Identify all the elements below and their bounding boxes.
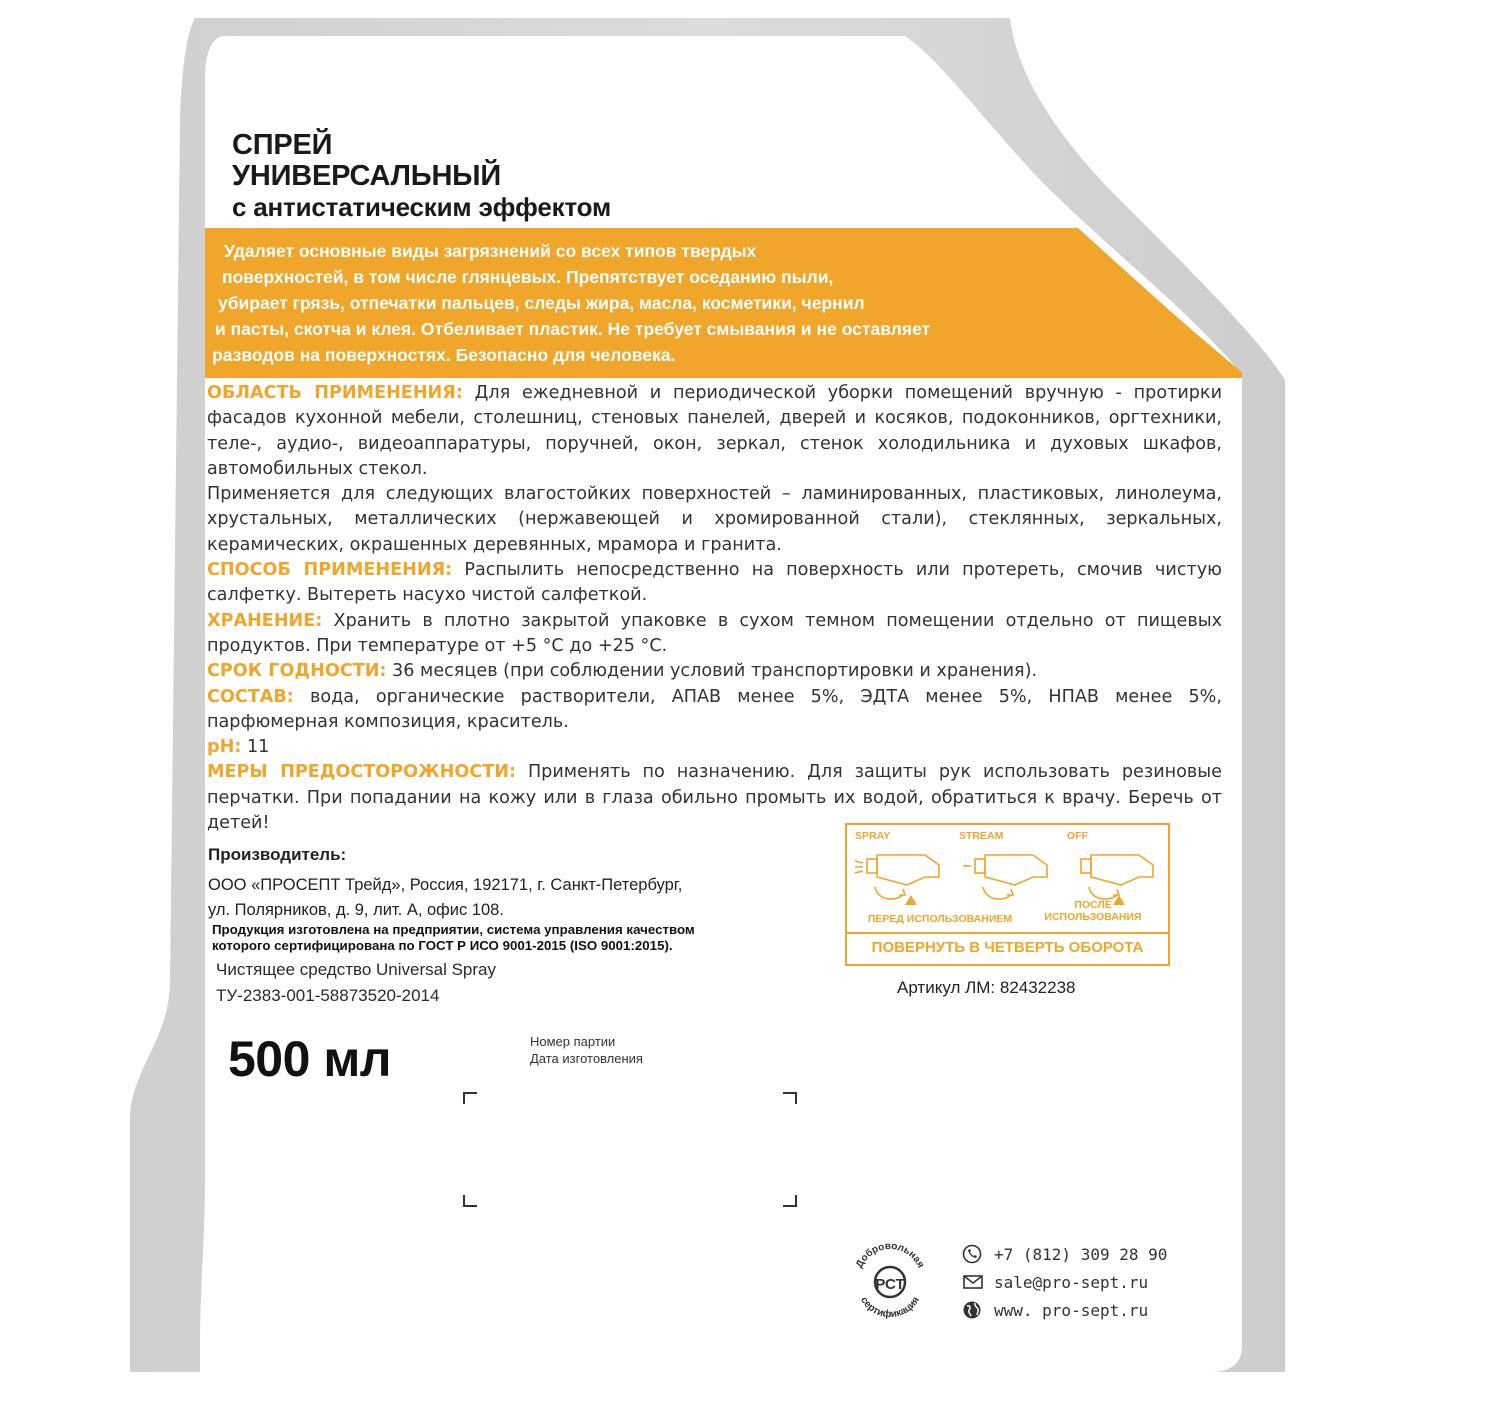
product-title: [232, 130, 611, 222]
rst-top-text: Добровольная: [854, 1240, 927, 1270]
composition-heading: СОСТАВ:: [207, 686, 294, 707]
globe-icon: [962, 1300, 986, 1320]
after-use-line-1: ПОСЛЕ: [1074, 899, 1112, 911]
mode-spray-label: SPRAY: [855, 830, 891, 842]
intro-line: убирает грязь, отпечатки пальцев, следы жира, масла, косметики, чернил: [218, 293, 865, 313]
quality-certification: [212, 922, 695, 954]
manufacturer-block: [208, 845, 682, 923]
shelf-life-text: 36 месяцев (при соблюдении условий транспортировки и хранения).: [386, 661, 1038, 682]
volume: 500 мл: [228, 1031, 392, 1087]
method-heading: СПОСОБ ПРИМЕНЕНИЯ:: [207, 560, 453, 581]
intro-line: Удаляет основные виды загрязнений со всех типов твердых: [224, 241, 757, 261]
email-address[interactable]: sale@pro-sept.ru: [994, 1272, 1149, 1292]
product-name: Чистящее средство Universal Spray: [216, 960, 496, 979]
after-use-caption: [1043, 899, 1143, 923]
title-line-1: СПРЕЙ: [232, 129, 333, 161]
intro-line: разводов на поверхностях. Безопасно для человека.: [212, 345, 676, 365]
manufacture-date-label: Дата изготовления: [530, 1051, 643, 1066]
safety-text: Применять по назначению. Для защиты рук использовать резиновые перчатки. При попадании на кожу или в глаза обильно промыть их водой, обратиться к врачу. Беречь от детей!: [207, 762, 1222, 834]
title-line-2: УНИВЕРСАЛЬНЫЙ: [232, 160, 502, 192]
area-heading: ОБЛАСТЬ ПРИМЕНЕНИЯ:: [207, 383, 463, 403]
contact-phone: [962, 1240, 1167, 1268]
nozzle-instructions: [845, 823, 1170, 966]
rst-mark: РСТ: [875, 1276, 905, 1293]
website[interactable]: www. pro-sept.ru: [994, 1300, 1149, 1320]
after-use-line-2: ИСПОЛЬЗОВАНИЯ: [1044, 911, 1142, 923]
ph-heading: pH:: [207, 737, 242, 758]
manufacturer-heading: Производитель:: [208, 845, 347, 864]
ph-paragraph: [207, 735, 1222, 760]
batch-number-label: Номер партии: [530, 1034, 616, 1049]
cert-line-2: которого сертифицирована по ГОСТ Р ИСО 9001-2015 (ISO 9001:2015).: [212, 938, 673, 953]
composition-text: вода, органические растворители, АПАВ менее 5%, ЭДТА менее 5%, НПАВ менее 5%, парфюмерная композиция, краситель.: [207, 686, 1222, 732]
usage-instructions: [207, 381, 1222, 836]
manufacturer-address-2: ул. Полярников, д. 9, лит. А, офис 108.: [208, 901, 504, 919]
method-paragraph: [207, 558, 1222, 609]
mode-off-label: OFF: [1067, 830, 1088, 842]
composition-paragraph: [207, 685, 1222, 736]
contact-email: [962, 1268, 1167, 1296]
svg-text:сертификация: [858, 1295, 922, 1320]
area-paragraph: [207, 381, 1222, 482]
ph-value: 11: [241, 737, 270, 758]
cert-line-1: Продукция изготовлена на предприятии, система управления качеством: [212, 922, 695, 937]
before-use-caption: ПЕРЕД ИСПОЛЬЗОВАНИЕМ: [867, 913, 1013, 925]
storage-paragraph: [207, 609, 1222, 660]
quarter-turn-instruction: ПОВЕРНУТЬ В ЧЕТВЕРТЬ ОБОРОТА: [847, 932, 1168, 964]
product-identification: [216, 957, 496, 1009]
article-number: Артикул ЛМ: 82432238: [897, 978, 1076, 997]
batch-labels: [530, 1033, 643, 1067]
title-subtitle: с антистатическим эффектом: [232, 192, 612, 222]
storage-text: Хранить в плотно закрытой упаковке в сухом темном помещении отдельно от пищевых продуктов. При температуре от +5 °С до +25 °С.: [207, 610, 1222, 656]
safety-heading: МЕРЫ ПРЕДОСТОРОЖНОСТИ:: [207, 762, 516, 783]
rst-bottom-text: сертификация: [858, 1295, 922, 1321]
product-spec: ТУ-2383-001-58873520-2014: [216, 986, 440, 1005]
mail-icon: [962, 1272, 986, 1292]
intro-line: и пасты, скотча и клея. Отбеливает пластик. Не требует смывания и не оставляет: [215, 319, 931, 339]
mode-stream-label: STREAM: [959, 830, 1004, 842]
storage-heading: ХРАНЕНИЕ:: [207, 610, 323, 631]
rst-certification-mark: [845, 1234, 935, 1324]
surfaces-paragraph: Применяется для следующих влагостойких поверхностей – ламинированных, пластиковых, линолеума, хрустальных, металлических (нержавеющей и хромированной стали), стеклянных, зеркальных, керамических, окрашенных деревянных, мрамора и гранита.: [207, 484, 1222, 555]
manufacturer-address-1: ООО «ПРОСЕПТ Трейд», Россия, 192171, г. Санкт-Петербург,: [208, 876, 683, 894]
phone-icon: [962, 1244, 986, 1264]
area-text: Для ежедневной и периодической уборки помещений вручную - протирки фасадов кухонной мебели, столешниц, стеновых панелей, дверей и косяков, подоконников, оргтехники, теле-, аудио-, видеоаппаратуры, поручней, окон, зеркал, стенок холодильника и духовых шкафов, автомобильных стекол.: [207, 383, 1222, 479]
contact-website: [962, 1296, 1167, 1324]
method-text: Распылить непосредственно на поверхность или протереть, смочив чистую салфетку. Вытереть насухо чистой салфеткой.: [207, 560, 1222, 606]
shelf-life-paragraph: [207, 659, 1222, 684]
contacts: [962, 1240, 1167, 1324]
phone-number[interactable]: +7 (812) 309 28 90: [994, 1244, 1168, 1264]
svg-text:Добровольная: [854, 1241, 926, 1270]
intro-line: поверхностей, в том числе глянцевых. Препятствует оседанию пыли,: [222, 267, 834, 287]
intro-description: [212, 238, 1072, 368]
shelf-life-heading: СРОК ГОДНОСТИ:: [207, 661, 387, 682]
